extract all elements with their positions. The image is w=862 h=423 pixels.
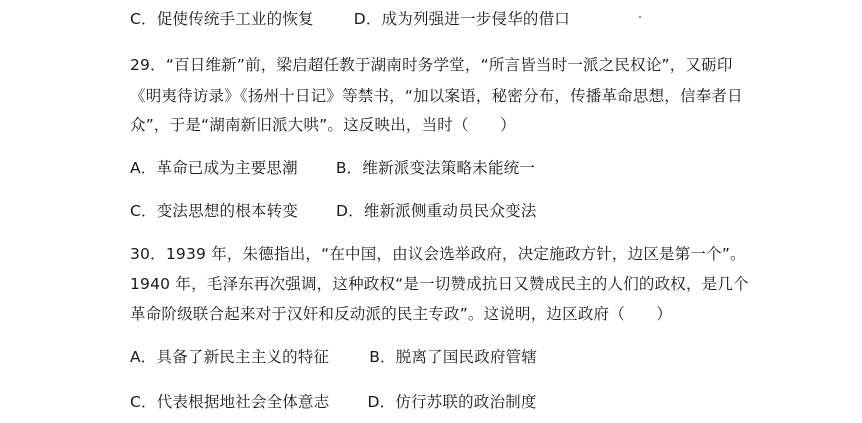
- q28-option-c[interactable]: C．促使传统手工业的恢复: [130, 10, 314, 28]
- q29-options-row-ab: [130, 158, 535, 178]
- q29-option-d[interactable]: D．维新派侧重动员民众变法: [336, 202, 537, 220]
- q30-options-row-cd: [130, 392, 537, 412]
- q30-stem-line-2: 1940 年，毛泽东再次强调，这种政权“是一切赞成抗日又赞成民主的人们的政权，是几个: [130, 275, 749, 293]
- q29-stem-line-3: 众”，于是“湖南新旧派大哄”。这反映出，当时（ ）: [130, 116, 516, 134]
- q30-option-c[interactable]: C．代表根据地社会全体意志: [130, 393, 330, 411]
- q30-option-d[interactable]: D．仿行苏联的政治制度: [367, 393, 537, 411]
- q29-stem-line-2: 《明夷待访录》《扬州十日记》等禁书，“加以案语，秘密分布，传播革命思想，信奉者日: [130, 87, 743, 105]
- q30-option-b[interactable]: B．脱离了国民政府管辖: [369, 348, 538, 366]
- q30-stem-line-1: 30．1939 年，朱德指出，“在中国，由议会选举政府，决定施政方针，边区是第一个”。: [130, 245, 746, 263]
- q30-option-a[interactable]: A．具备了新民主主义的特征: [130, 348, 330, 366]
- q28-option-d[interactable]: D．成为列强进一步侵华的借口: [353, 10, 570, 28]
- q29-options-row-cd: [130, 201, 537, 221]
- q29-option-c[interactable]: C．变法思想的根本转变: [130, 202, 299, 220]
- q28-options-row-cd: [130, 9, 570, 29]
- q29-option-a[interactable]: A．革命已成为主要思潮: [130, 159, 298, 177]
- scan-speck: [639, 16, 641, 18]
- q30-options-row-ab: [130, 347, 537, 367]
- q30-stem-line-3: 革命阶级联合起来对于汉奸和反动派的民主专政”。这说明，边区政府（ ）: [130, 305, 673, 323]
- q29-stem-line-1: 29．“百日维新”前，梁启超任教于湖南时务学堂，“所言皆当时一派之民权论”，又砺印: [130, 56, 733, 74]
- q29-option-b[interactable]: B．维新派变法策略未能统一: [335, 159, 536, 177]
